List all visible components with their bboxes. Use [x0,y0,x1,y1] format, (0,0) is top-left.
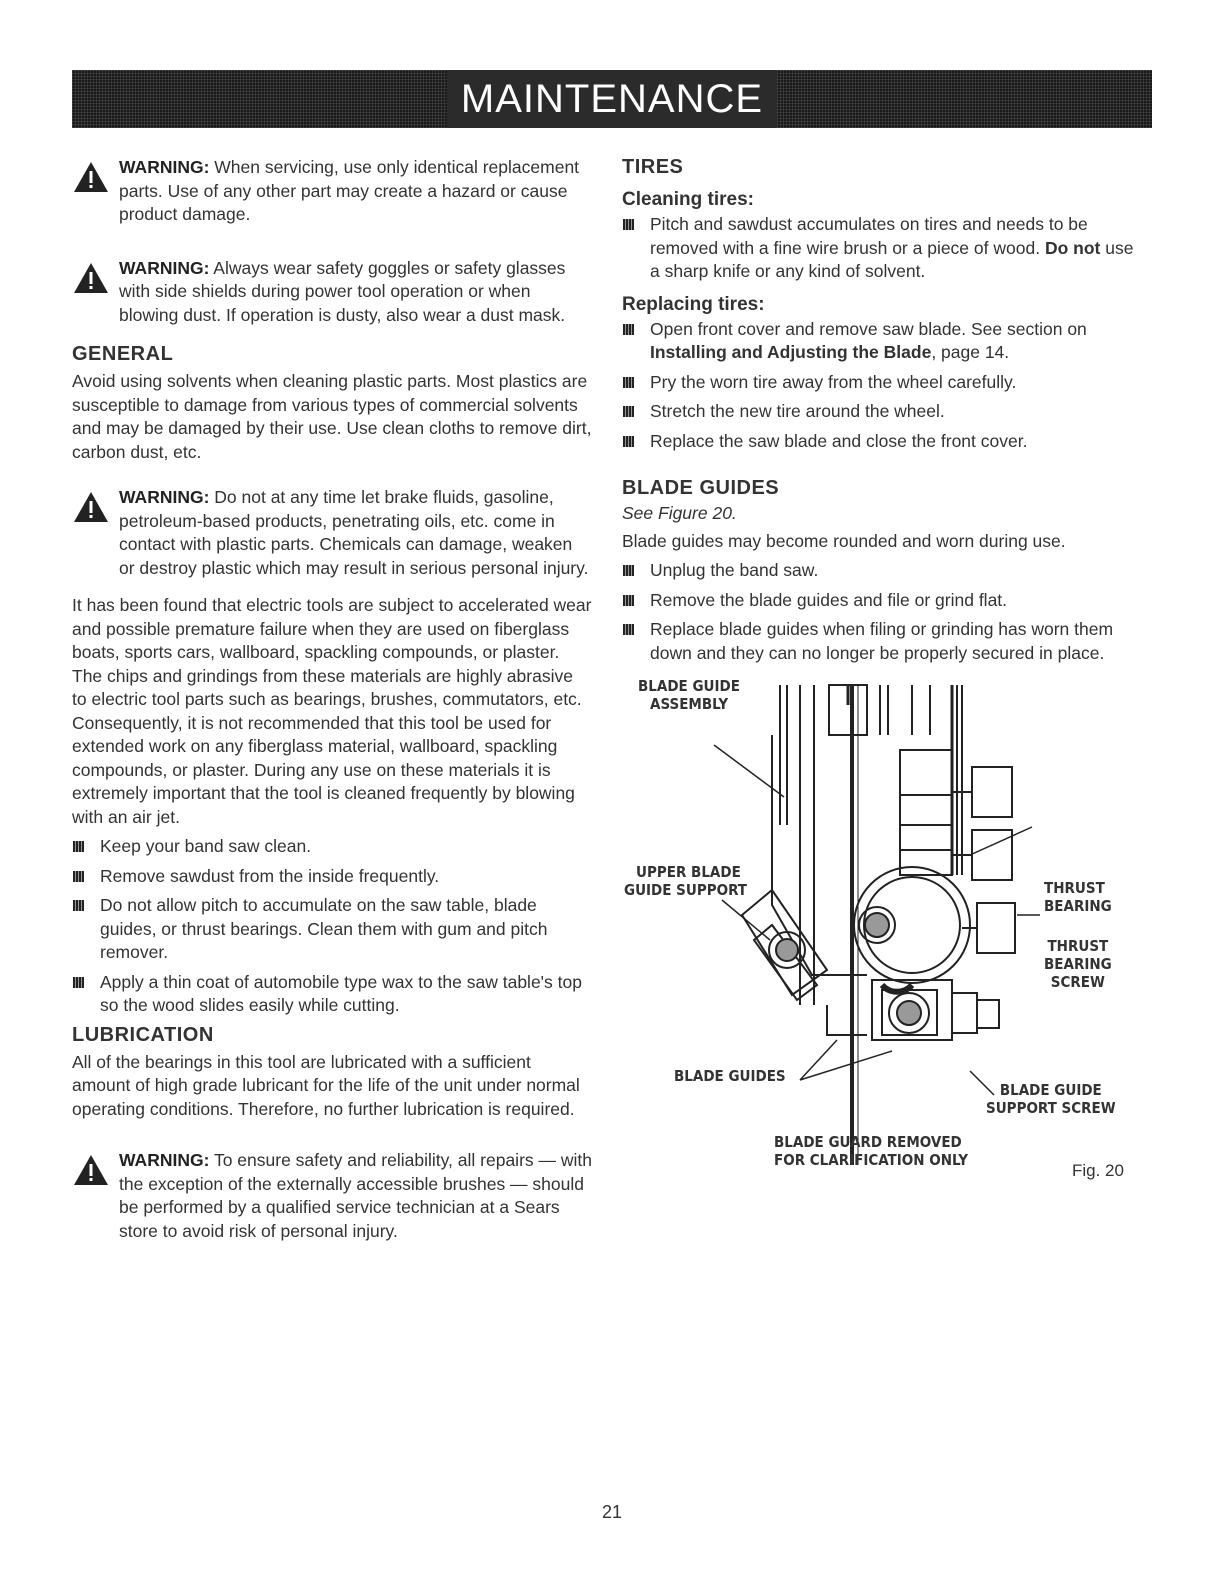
square-bullet-icon [623,624,634,635]
general-list [72,835,592,1018]
page-number: 21 [601,1502,623,1522]
page-title: MAINTENANCE [447,70,777,128]
lubrication-text: All of the bearings in this tool are lubricated with a sufficient amount of high grade lubricant for the life of the unit under normal operating conditions. Therefore, no further lubrication is required. [72,1051,580,1119]
warning-text: Always wear safety goggles or safety glasses with side shields during power tool operation or when blowing dust. If operation is dusty, also wear a dust mask. [119,257,566,325]
list-item: Do not allow pitch to accumulate on the saw table, blade guides, or thrust bearings. Clean them with gum and pitch remover. [72,894,592,965]
list-item: Apply a thin coat of automobile type wax to the saw table's top so the wood slides easily while cutting. [72,971,592,1018]
blade-guides-intro: Blade guides may become rounded and worn during use. [622,530,1066,551]
figure-20 [622,675,1147,1195]
label-thrust-bearing-screw: THRUST BEARING SCREW [1044,937,1112,991]
square-bullet-icon [623,436,634,447]
square-bullet-icon [623,324,634,335]
blade-guides-list [622,559,1147,665]
warning-triangle-icon [72,490,110,524]
square-bullet-icon [623,406,634,417]
cleaning-list [622,213,1147,284]
list-item: Open front cover and remove saw blade. See section on Installing and Adjusting the Blade, page 14. [622,318,1147,365]
square-bullet-icon [623,219,634,230]
label-blade-guides: BLADE GUIDES [674,1067,786,1085]
warning-text: When servicing, use only identical replacement parts. Use of any other part may create a hazard or cause product damage. [119,157,580,224]
warning-label: WARNING: [119,257,210,278]
warning-label: WARNING: [119,157,210,177]
list-item: Stretch the new tire around the wheel. [622,400,1147,424]
list-item: Replace the saw blade and close the front cover. [622,430,1147,454]
warning-triangle-icon [72,1153,110,1187]
general-intro: Avoid using solvents when cleaning plastic parts. Most plastics are susceptible to damage from various types of commercial solvents and may be damaged by their use. Use clean cloths to remove dirt, carbon dust, etc. [72,371,592,462]
section-banner [72,70,1152,128]
warning-block [72,257,592,328]
square-bullet-icon [73,871,84,882]
square-bullet-icon [623,377,634,388]
replacing-tires-heading: Replacing tires: [622,293,765,315]
lubrication-heading: LUBRICATION [72,1023,214,1046]
label-blade-guide-support-screw: BLADE GUIDE SUPPORT SCREW [986,1081,1116,1117]
label-guard-removed: BLADE GUARD REMOVED FOR CLARIFICATION ONLY [774,1133,969,1169]
tires-heading: TIRES [622,156,684,178]
list-item: Keep your band saw clean. [72,835,592,859]
square-bullet-icon [73,900,84,911]
label-thrust-bearing: THRUST BEARING [1044,879,1112,915]
right-column [622,156,1147,1195]
list-item: Replace blade guides when filing or grinding has worn them down and they can no longer be properly secured in place. [622,618,1147,665]
list-item: Unplug the band saw. [622,559,1147,583]
blade-guide-diagram [622,675,1147,1195]
warning-block [72,1149,592,1243]
see-figure-note: See Figure 20. [622,503,737,523]
label-upper-blade-guide-support: UPPER BLADE GUIDE SUPPORT [624,863,748,899]
warning-block [72,486,592,580]
warning-label: WARNING: [119,1150,210,1170]
list-item: Remove the blade guides and file or grind flat. [622,589,1147,613]
warning-text: To ensure safety and reliability, all repairs — with the exception of the externally accessible brushes — should be performed by a qualified service technician at a Sears store to avoid risk of personal injury. [119,1150,592,1241]
left-column [72,156,592,1265]
general-heading: GENERAL [72,343,174,365]
square-bullet-icon [73,977,84,988]
warning-triangle-icon [72,261,110,295]
square-bullet-icon [73,841,84,852]
warning-label: WARNING: [119,487,210,507]
warning-text: Do not at any time let brake fluids, gasoline, petroleum-based products, penetrating oils, etc. come in contact with plastic parts. Chemicals can damage, weaken or destroy plastic which may result in serious personal injury. [119,487,589,578]
cleaning-tires-heading: Cleaning tires: [622,189,754,210]
label-blade-guide-assembly: BLADE GUIDE ASSEMBLY [638,677,740,713]
list-item: Pry the worn tire away from the wheel carefully. [622,371,1147,395]
warning-block [72,156,592,227]
list-item: Remove sawdust from the inside frequently. [72,865,592,889]
blade-guides-heading: BLADE GUIDES [622,477,780,499]
general-paragraph: It has been found that electric tools are subject to accelerated wear and possible premature failure when they are used on fiberglass boats, sports cars, wallboard, spackling compounds, or plaster. The chips and grindings from these materials are highly abrasive to electric tool parts such as bearings, brushes, commutators, etc. Consequently, it is not recommended that this tool be used for extended work on any fiberglass material, wallboard, spackling compounds, or plaster. During any use on these materials it is extremely important that the tool is cleaned frequently by blowing with an air jet. [72,595,592,827]
warning-triangle-icon [72,160,110,194]
square-bullet-icon [623,595,634,606]
square-bullet-icon [623,565,634,576]
list-item: Pitch and sawdust accumulates on tires and needs to be removed with a fine wire brush or a piece of wood. Do not use a sharp knife or any kind of solvent. [622,213,1147,284]
replacing-list [622,318,1147,454]
figure-caption: Fig. 20 [1072,1161,1124,1180]
